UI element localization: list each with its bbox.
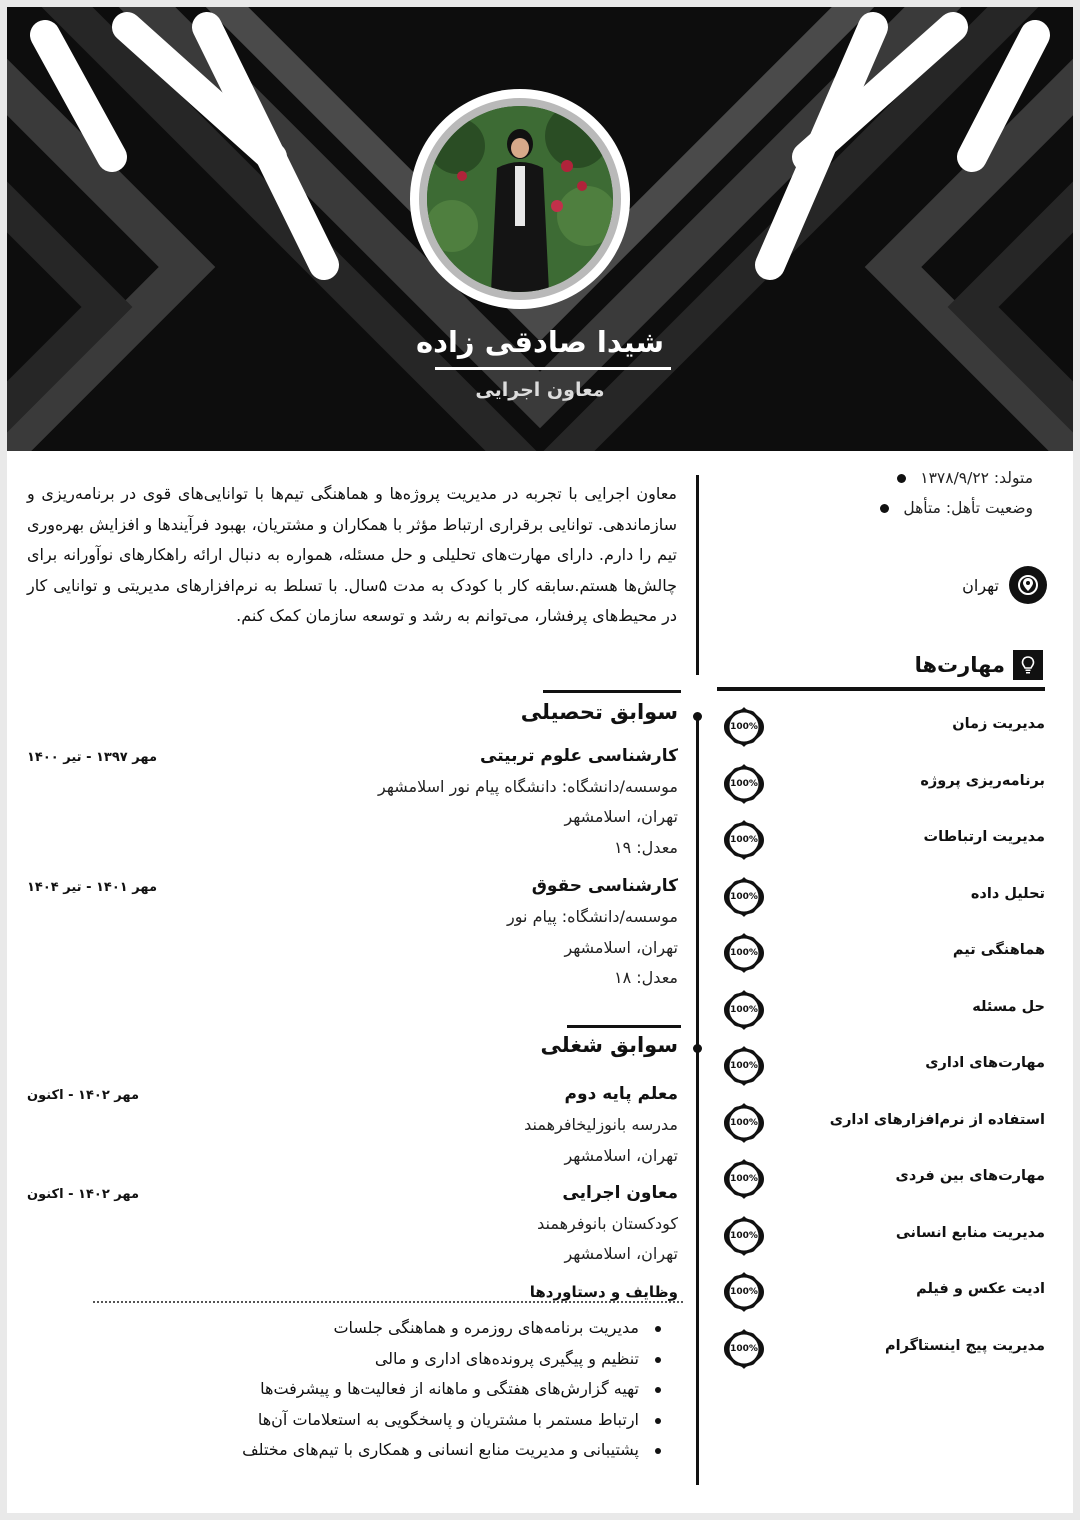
skill-row bbox=[715, 1269, 1045, 1315]
skill-label: استفاده از نرم‌افزارهای اداری bbox=[829, 1111, 1045, 1128]
marital-text: وضعیت تأهل: متأهل bbox=[903, 499, 1033, 517]
skill-percent: 100% bbox=[730, 1117, 758, 1128]
skill-percent: 100% bbox=[730, 1230, 758, 1241]
bullet-icon bbox=[897, 474, 906, 483]
divider-main bbox=[696, 717, 699, 1485]
education-gpa: معدل: ۱۹ bbox=[614, 838, 678, 857]
skill-percent-badge bbox=[721, 817, 767, 863]
skill-row bbox=[715, 1326, 1045, 1372]
skill-percent: 100% bbox=[730, 891, 758, 902]
skill-percent-badge bbox=[721, 874, 767, 920]
location-text: تهران bbox=[962, 575, 999, 595]
skill-row bbox=[715, 817, 1045, 863]
skill-label: مدیریت ارتباطات bbox=[923, 829, 1045, 845]
skill-percent: 100% bbox=[730, 948, 758, 958]
education-date: مهر ۱۴۰۱ - تیر ۱۴۰۴ bbox=[27, 880, 157, 895]
skill-label: حل مسئله bbox=[972, 998, 1045, 1015]
skill-percent-badge bbox=[721, 1213, 767, 1259]
skill-percent: 100% bbox=[730, 1343, 758, 1354]
education-gpa: معدل: ۱۸ bbox=[614, 968, 678, 987]
skill-row bbox=[715, 987, 1045, 1033]
skill-percent: 100% bbox=[730, 778, 758, 789]
skill-label: هماهنگی تیم bbox=[952, 942, 1045, 958]
skill-row bbox=[715, 704, 1045, 750]
skill-percent: 100% bbox=[730, 835, 758, 845]
skill-percent-badge bbox=[721, 930, 767, 976]
education-city: تهران، اسلامشهر bbox=[564, 807, 678, 826]
skill-label: مهارت‌های بین فردی bbox=[895, 1168, 1045, 1184]
skill-row bbox=[715, 1213, 1045, 1259]
skill-label: مدیریت زمان bbox=[952, 716, 1045, 732]
skill-percent-badge bbox=[721, 1043, 767, 1089]
skill-label: ادیت عکس و فیلم bbox=[916, 1281, 1045, 1297]
skill-row bbox=[715, 930, 1045, 976]
education-heading: سوابق تحصیلی bbox=[520, 700, 678, 724]
list-item: پشتیبانی و مدیریت منابع انسانی و همکاری با تیم‌های مختلف bbox=[242, 1435, 639, 1466]
bullet-icon bbox=[880, 504, 889, 513]
education-bar bbox=[543, 690, 681, 693]
work-position: معاون اجرایی bbox=[562, 1183, 678, 1203]
skill-label: مدیریت پیج اینستاگرام bbox=[884, 1337, 1045, 1354]
skill-percent-badge bbox=[721, 1326, 767, 1372]
education-degree: کارشناسی علوم تربیتی bbox=[480, 746, 678, 766]
skill-label: تحلیل داده bbox=[970, 885, 1045, 902]
lightbulb-icon bbox=[1013, 650, 1043, 680]
work-heading: سوابق شغلی bbox=[540, 1033, 678, 1057]
education-date: مهر ۱۳۹۷ - تیر ۱۴۰۰ bbox=[27, 750, 157, 765]
name-underline bbox=[435, 367, 671, 370]
marital-info bbox=[880, 499, 1033, 517]
dotted-divider bbox=[93, 1301, 683, 1303]
work-date: مهر ۱۴۰۲ - اکنون bbox=[27, 1088, 140, 1103]
skill-percent: 100% bbox=[730, 1061, 758, 1071]
work-bar bbox=[567, 1025, 681, 1028]
divider-top bbox=[696, 475, 699, 675]
education-institute: موسسه/دانشگاه: دانشگاه پیام نور اسلامشهر bbox=[378, 777, 678, 796]
skills-heading bbox=[915, 650, 1043, 680]
location-pin-icon bbox=[1009, 566, 1047, 604]
list-item: تهیه گزارش‌های هفتگی و ماهانه از فعالیت‌ها و پیشرفت‌ها bbox=[242, 1374, 639, 1405]
person-name: شیدا صادقی زاده bbox=[415, 325, 664, 359]
work-city: تهران، اسلامشهر bbox=[564, 1244, 678, 1263]
birth-text: متولد: ۱۳۷۸/۹/۲۲ bbox=[920, 469, 1033, 487]
list-item: ارتباط مستمر با مشتریان و پاسخگویی به استعلامات آن‌ها bbox=[242, 1405, 639, 1436]
skill-percent-badge bbox=[721, 704, 767, 750]
skill-percent: 100% bbox=[730, 1174, 758, 1184]
skill-label: مهارت‌های اداری bbox=[925, 1055, 1045, 1071]
work-position: معلم پایه دوم bbox=[564, 1084, 678, 1104]
skill-percent: 100% bbox=[730, 1287, 758, 1297]
education-dot bbox=[693, 712, 702, 721]
skill-label: برنامه‌ریزی پروژه bbox=[920, 772, 1045, 789]
header-banner bbox=[7, 7, 1073, 451]
skill-percent-badge bbox=[721, 987, 767, 1033]
skill-row bbox=[715, 1043, 1045, 1089]
skill-percent-badge bbox=[721, 761, 767, 807]
work-dot bbox=[693, 1044, 702, 1053]
work-company: کودکستان بانوفرهمند bbox=[537, 1214, 678, 1233]
location bbox=[962, 566, 1047, 604]
birth-info bbox=[897, 469, 1033, 487]
skill-row bbox=[715, 874, 1045, 920]
skill-percent: 100% bbox=[730, 1004, 758, 1015]
education-city: تهران، اسلامشهر bbox=[564, 938, 678, 957]
profile-photo bbox=[427, 106, 613, 292]
education-institute: موسسه/دانشگاه: پیام نور bbox=[507, 907, 678, 926]
work-date: مهر ۱۴۰۲ - اکنون bbox=[27, 1187, 140, 1202]
skills-underline bbox=[717, 687, 1045, 691]
skill-percent-badge bbox=[721, 1269, 767, 1315]
duties-title: وظایف و دستاوردها bbox=[529, 1283, 678, 1301]
job-title: معاون اجرایی bbox=[475, 379, 605, 401]
skill-row bbox=[715, 1156, 1045, 1202]
skill-row bbox=[715, 1100, 1045, 1146]
education-degree: کارشناسی حقوق bbox=[531, 876, 678, 896]
list-item: تنظیم و پیگیری پرونده‌های اداری و مالی bbox=[242, 1344, 639, 1375]
work-company: مدرسه بانوزلیخافرهمند bbox=[524, 1115, 678, 1134]
skill-percent-badge bbox=[721, 1156, 767, 1202]
skill-percent-badge bbox=[721, 1100, 767, 1146]
work-city: تهران، اسلامشهر bbox=[564, 1146, 678, 1165]
duties-list bbox=[242, 1313, 661, 1466]
skill-percent: 100% bbox=[730, 722, 758, 732]
about-paragraph: معاون اجرایی با تجربه در مدیریت پروژه‌ها و هماهنگی تیم‌ها با توانایی‌های قوی در برنامه‌ریزی و سازماندهی. توانایی برقراری ارتباط مؤثر با همکاران و مشتریان، بهبود فرآیندها و افزایش بهره‌وری تیم را دارم. دارای مهارت‌های تحلیلی و حل مسئله، همواره به دنبال ارائه راهکارهای نوآورانه برای چالش‌ها هستم.سابقه کار با کودک به مدت ۵سال. با تسلط به نرم‌افزارهای مدیریتی و توانایی کار در محیط‌های پرفشار، می‌توانم به رشد و توسعه سازمان کمک کنم. bbox=[27, 484, 677, 625]
skills-title: مهارت‌ها bbox=[914, 653, 1005, 677]
list-item: مدیریت برنامه‌های روزمره و هماهنگی جلسات bbox=[242, 1313, 639, 1344]
skill-row bbox=[715, 761, 1045, 807]
resume-page bbox=[7, 7, 1073, 1513]
skill-label: مدیریت منابع انسانی bbox=[895, 1224, 1045, 1241]
